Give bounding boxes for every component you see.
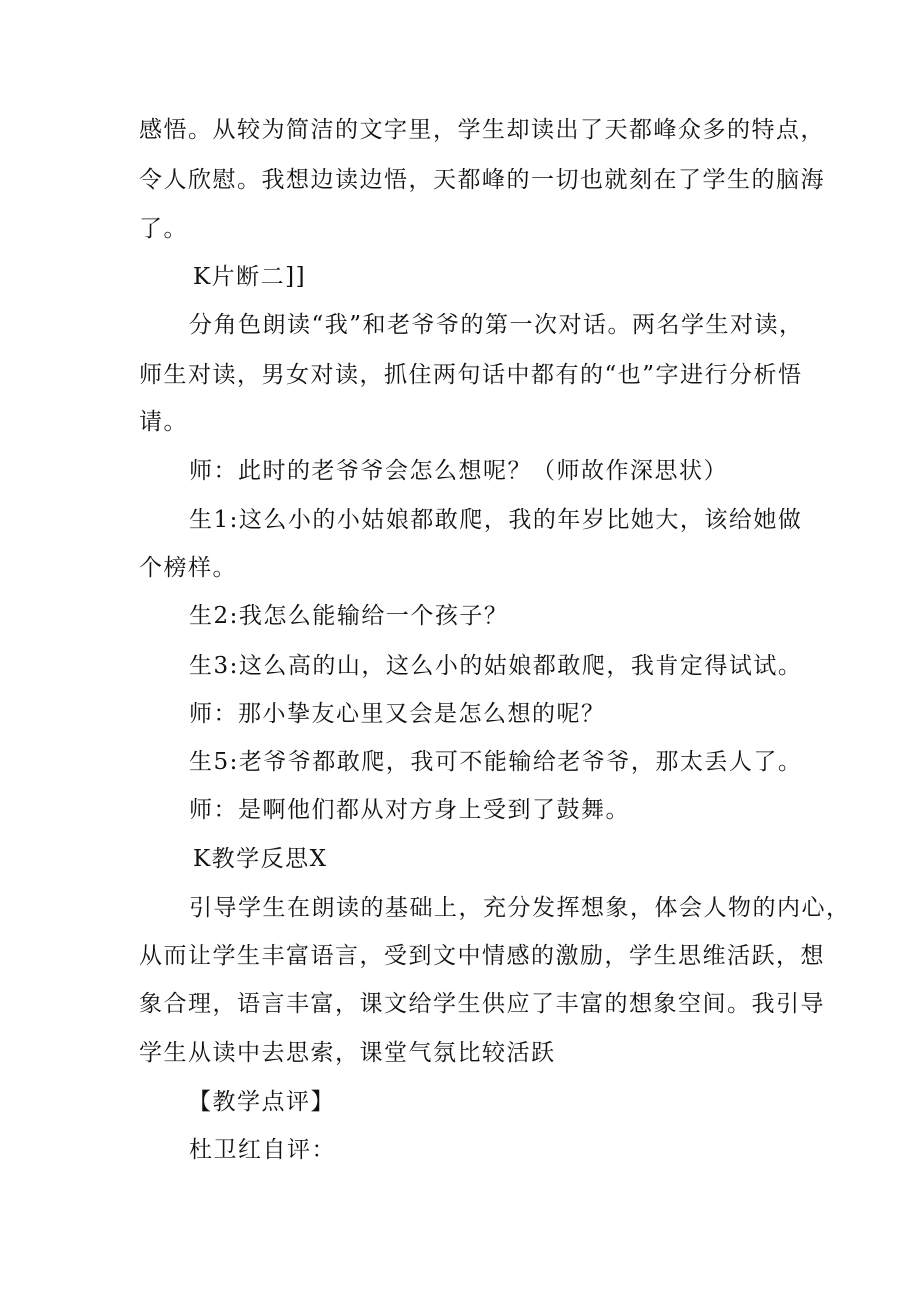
dialogue-line: 生3:这么高的山，这么小的姑娘都敢爬，我肯定得试试。 (189, 653, 803, 679)
dialogue-line: 生5:老爷爷都敢爬，我可不能输给老爷爷，那太丢人了。 (189, 749, 803, 775)
dialogue-line: 生2:我怎么能输给一个孩子？ (189, 603, 509, 629)
paragraph-line: 杜卫红自评： (189, 1137, 336, 1163)
dialogue-line: 师：此时的老爷爷会怎么想呢？（师故作深思状） (189, 458, 728, 484)
dialogue-line: 个榜样。 (139, 555, 237, 581)
paragraph-line: 师生对读，男女对读，抓住两句话中都有的“也”字进行分析悟 (139, 362, 803, 388)
paragraph-line: 象合理，语言丰富，课文给学生供应了丰富的想象空间。我引导 (139, 991, 825, 1017)
paragraph-line: 学生从读中去思索，课堂气氛比较活跃 (139, 1040, 556, 1066)
dialogue-line: 师：是啊他们都从对方身上受到了鼓舞。 (189, 797, 630, 823)
paragraph-line: 感悟。从较为简洁的文字里，学生却读出了天都峰众多的特点， (139, 117, 825, 143)
paragraph-line: 了。 (139, 216, 188, 242)
dialogue-line: 师：那小挚友心里又会是怎么想的呢？ (189, 701, 606, 727)
section-heading: K片断二]] (193, 264, 307, 290)
dialogue-line: 生1:这么小的小姑娘都敢爬，我的年岁比她大，该给她做 (189, 507, 803, 533)
paragraph-line: 引导学生在朗读的基础上，充分发挥想象，体会人物的内心， (189, 895, 851, 921)
paragraph-line: 从而让学生丰富语言，受到文中情感的激励，学生思维活跃，想 (139, 943, 825, 969)
section-heading: 【教学点评】 (188, 1089, 335, 1115)
paragraph-line: 令人欣慰。我想边读边悟，天都峰的一切也就刻在了学生的脑海 (139, 167, 825, 193)
paragraph-line: 请。 (139, 409, 188, 435)
paragraph-line: 分角色朗读“我”和老爷爷的第一次对话。两名学生对读， (189, 312, 804, 338)
section-heading: K教学反思X (193, 846, 328, 872)
